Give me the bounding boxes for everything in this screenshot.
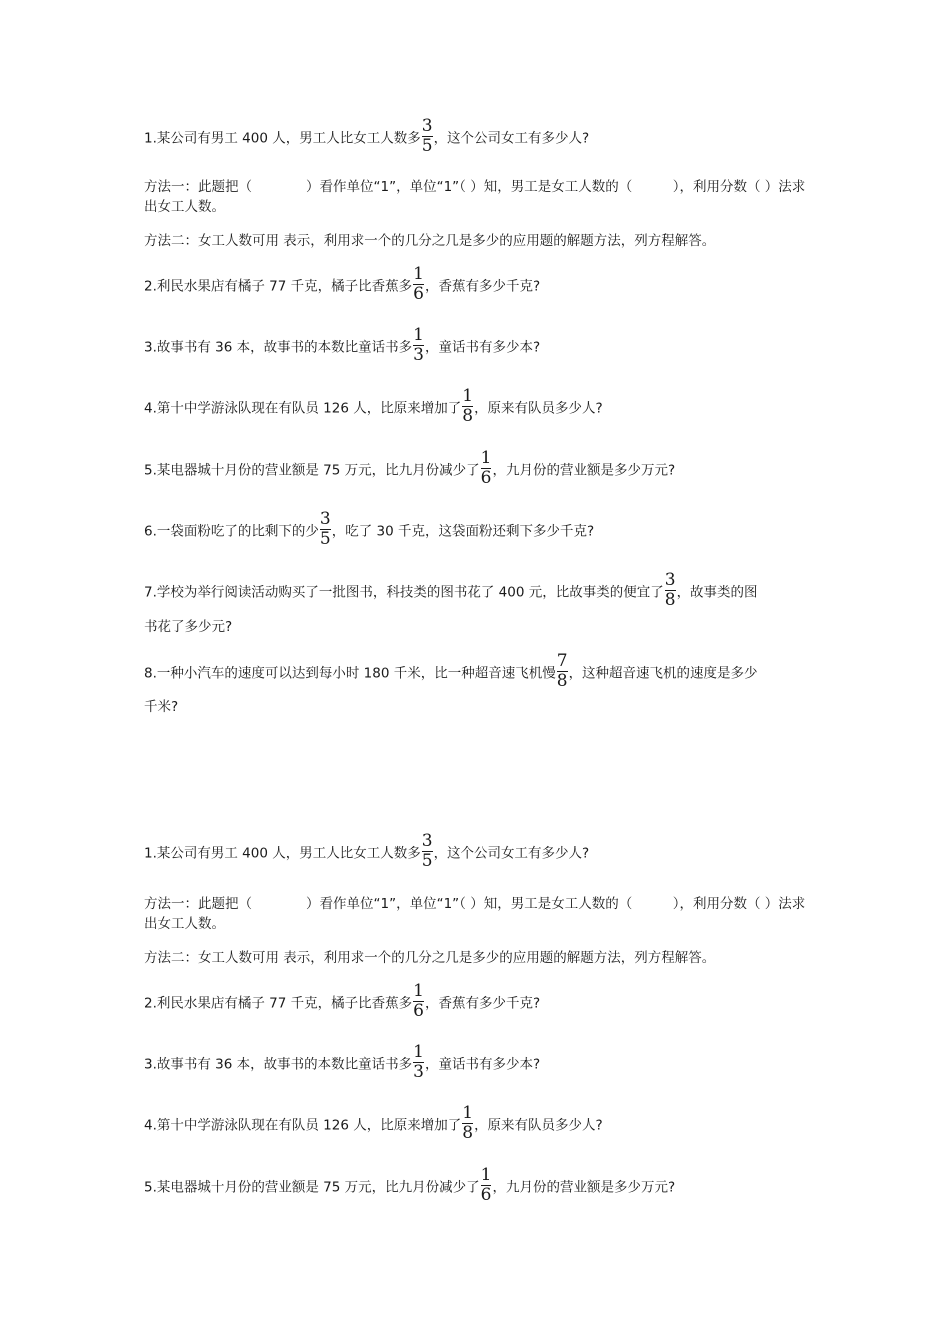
question-1 (144, 116, 814, 157)
question-1 (144, 831, 814, 872)
fraction: $\frac{1}{3}$ (413, 325, 424, 365)
question-text: ，这个公司女工有多少人? (433, 130, 590, 147)
fraction: $\frac{3}{5}$ (421, 831, 433, 871)
fraction: $\frac{1}{8}$ (462, 1103, 474, 1143)
question-5: 5.某电器城十月份的营业额是 75 万元，比九月份减少了 $\frac{1}{6}$ ，九月份的营业额是多少万元? (144, 1165, 676, 1205)
question-6: 6.一袋面粉吃了的比剩下的少 $\frac{3}{5}$ ，吃了 30 千克，这袋面粉还剩下多少千克? (144, 509, 595, 549)
fraction: $\frac{1}{6}$ (413, 981, 424, 1021)
fraction: $\frac{1}{3}$ (413, 1042, 424, 1082)
fraction: $\frac{3}{5}$ (319, 509, 331, 549)
question-5: 5.某电器城十月份的营业额是 75 万元，比九月份减少了 $\frac{1}{6}$ ，九月份的营业额是多少万元? (144, 448, 676, 488)
fraction: $\frac{1}{6}$ (480, 448, 492, 488)
question-4: 4.第十中学游泳队现在有队员 126 人，比原来增加了 $\frac{1}{8}$ ，原来有队员多少人? (144, 1103, 603, 1143)
fraction: $\frac{3}{5}$ (421, 116, 433, 156)
method-two: 方法二：女工人数可用 表示，利用求一个的几分之几是多少的应用题的解题方法，列方程解答。 (144, 950, 716, 966)
question-8: 8.一种小汽车的速度可以达到每小时 180 千米，比一种超音速飞机慢 $\frac{7}{8}$ ，这种超音速飞机的速度是多少 (144, 651, 758, 691)
question-text: 1.某公司有男工 400 人，男工人比女工人数多 (144, 845, 421, 862)
question-2: 2.利民水果店有橘子 77 千克，橘子比香蕉多 $\frac{1}{6}$ ，香蕉有多少千克? (144, 981, 541, 1021)
question-2: 2.利民水果店有橘子 77 千克，橘子比香蕉多 $\frac{1}{6}$ ，香蕉有多少千克? (144, 264, 541, 304)
question-4: 4.第十中学游泳队现在有队员 126 人，比原来增加了 $\frac{1}{8}$ ，原来有队员多少人? (144, 386, 603, 426)
question-7-continued: 书花了多少元? (144, 619, 233, 635)
fraction: $\frac{7}{8}$ (556, 651, 568, 691)
fraction: $\frac{1}{6}$ (413, 264, 424, 304)
fraction: $\frac{3}{8}$ (664, 570, 676, 610)
fraction: $\frac{1}{8}$ (462, 386, 474, 426)
question-8-continued: 千米? (144, 699, 179, 715)
question-3: 3.故事书有 36 本，故事书的本数比童话书多 $\frac{1}{3}$ ，童话书有多少本? (144, 1042, 541, 1082)
question-text: ，这个公司女工有多少人? (433, 845, 590, 862)
question-3: 3.故事书有 36 本，故事书的本数比童话书多 $\frac{1}{3}$ ，童话书有多少本? (144, 325, 541, 365)
fraction: $\frac{1}{6}$ (480, 1165, 492, 1205)
method-two: 方法二：女工人数可用 表示，利用求一个的几分之几是多少的应用题的解题方法，列方程解答。 (144, 233, 716, 249)
question-text: 1.某公司有男工 400 人，男工人比女工人数多 (144, 130, 421, 147)
method-one: 方法一：此题把（ ）看作单位“1”，单位“1”（ ）知，男工是女工人数的（ ），利用分数（ ）法求出女工人数。 (144, 179, 806, 215)
method-one: 方法一：此题把（ ）看作单位“1”，单位“1”（ ）知，男工是女工人数的（ ），利用分数（ ）法求出女工人数。 (144, 896, 806, 932)
question-7: 7.学校为举行阅读活动购买了一批图书，科技类的图书花了 400 元，比故事类的便宜了 $\frac{3}{8}$ ，故事类的图 (144, 570, 758, 610)
